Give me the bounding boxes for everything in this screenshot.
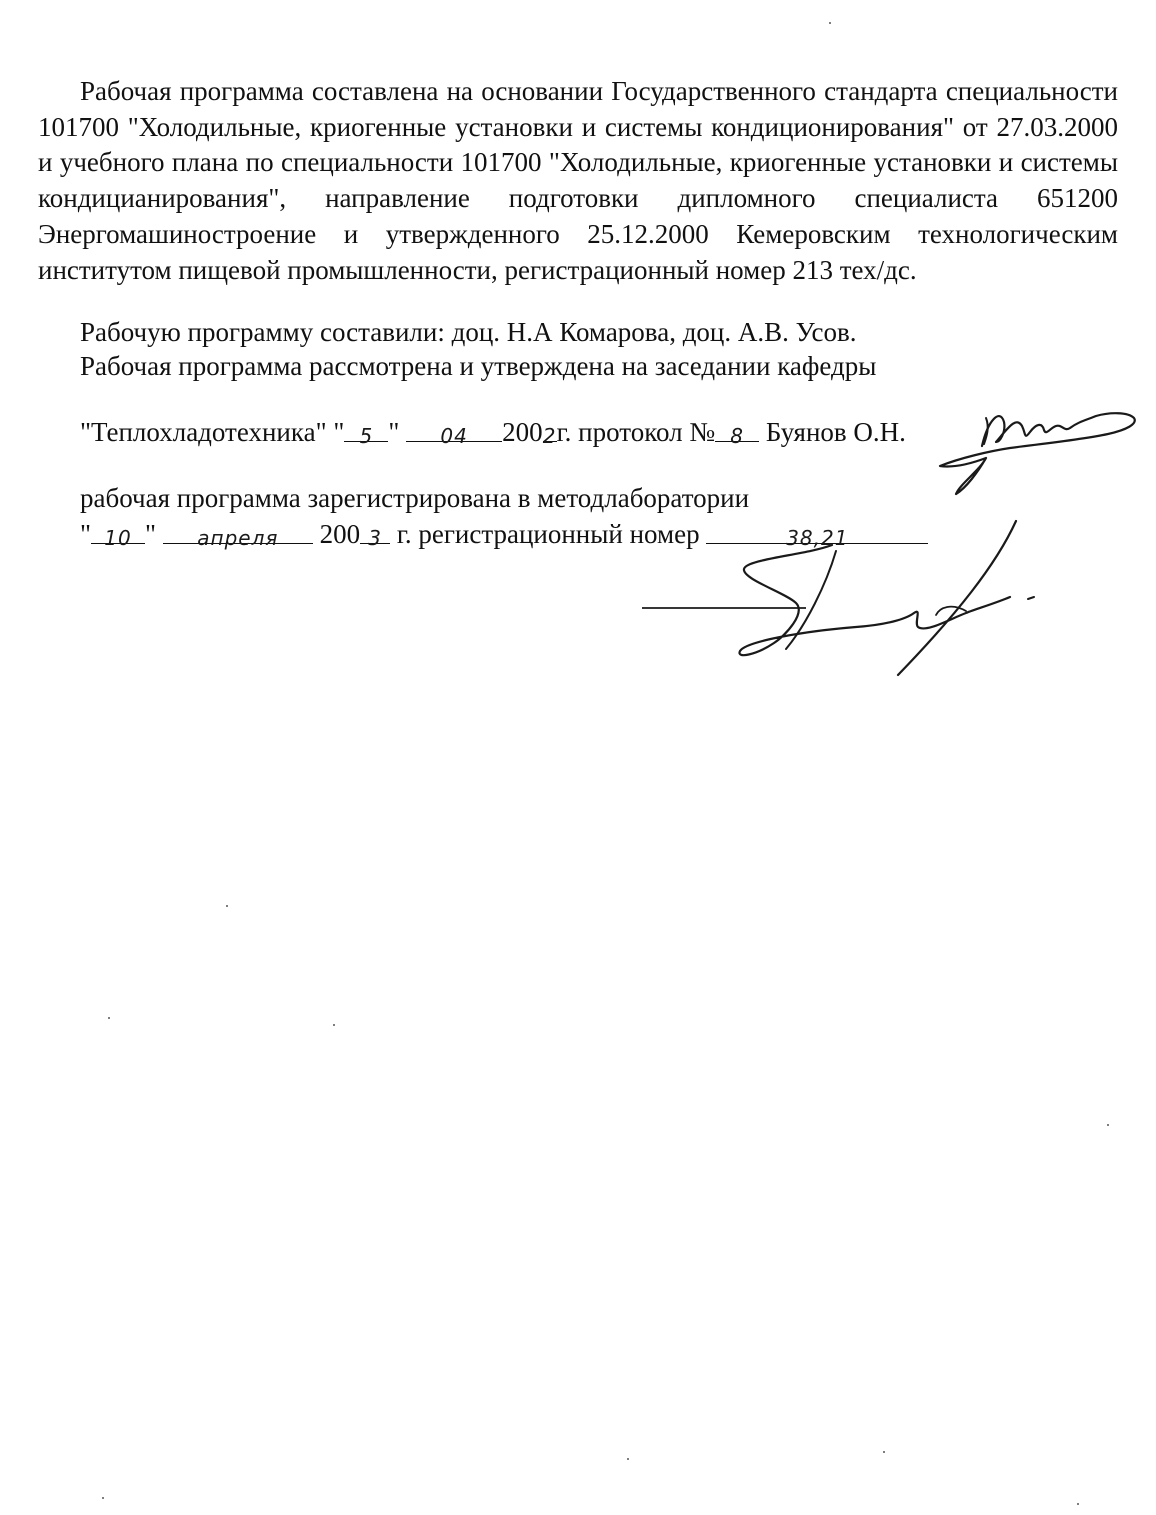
close-quote: " <box>145 519 157 549</box>
scan-speck <box>627 1458 629 1460</box>
reg-year-prefix: 200 <box>319 519 361 549</box>
authors-line: Рабочую программу составили: доц. Н.А Комарова, доц. А.В. Усов. <box>80 317 857 347</box>
scan-speck <box>829 22 831 24</box>
quote-mark: " <box>388 417 400 447</box>
intro-paragraph: Рабочая программа составлена на основании Государственного стандарта специальности 101700 "Холодильные, криогенные установки и системы кондиционирования" от 27.03.2000 и учебного плана по специальности 101700 "Холодильные, криогенные установки и системы кондицианирования", направление подготовки дипломного специалиста 651200 Энергомашиностроение и утвержденного 25.12.2000 Кемеровским технологическим институтом пищевой промышленности, регистрационный номер 213 тех/дс. <box>38 76 1118 285</box>
year-prefix: 200 <box>502 417 543 447</box>
head-signature <box>930 398 1145 503</box>
registration-line <box>80 517 928 551</box>
day-handwritten: 5 <box>359 424 374 448</box>
reg-day-blank <box>91 517 145 550</box>
protocol-label: г. протокол № <box>556 417 716 447</box>
month-blank <box>406 415 502 448</box>
reg-month-handwritten: апреля <box>197 526 279 550</box>
approved-line: Рабочая программа рассмотрена и утверждена на заседании кафедры <box>80 351 877 381</box>
day-blank <box>344 415 388 448</box>
head-name: Буянов О.Н. <box>765 417 906 447</box>
reg-number-label: г. регистрационный номер <box>396 519 700 549</box>
reg-day-handwritten: 10 <box>104 526 132 550</box>
scan-speck <box>226 905 228 907</box>
protocol-line <box>80 415 906 449</box>
reg-number-handwritten: 38,21 <box>786 526 849 550</box>
reg-year-digit-blank <box>360 517 390 550</box>
protocol-number-blank <box>715 415 759 448</box>
scan-speck <box>108 1017 110 1019</box>
open-quote: " <box>80 519 92 549</box>
protocol-number-handwritten: 8 <box>730 424 744 448</box>
scan-speck <box>1077 1503 1079 1505</box>
year-digit-handwritten: 2 <box>542 424 557 448</box>
scan-speck <box>883 1451 885 1453</box>
department-name: "Теплохладотехника" " <box>80 417 345 447</box>
year-digit-blank <box>542 415 557 448</box>
reg-year-digit-handwritten: 3 <box>368 526 382 550</box>
registered-line: рабочая программа зарегистрирована в методлаборатории <box>80 483 750 513</box>
scan-speck <box>1107 1124 1109 1126</box>
scan-speck <box>102 1497 104 1499</box>
reg-number-blank <box>706 517 928 550</box>
reg-month-blank <box>163 517 313 550</box>
scan-speck <box>333 1024 335 1026</box>
month-handwritten: 04 <box>440 424 468 448</box>
